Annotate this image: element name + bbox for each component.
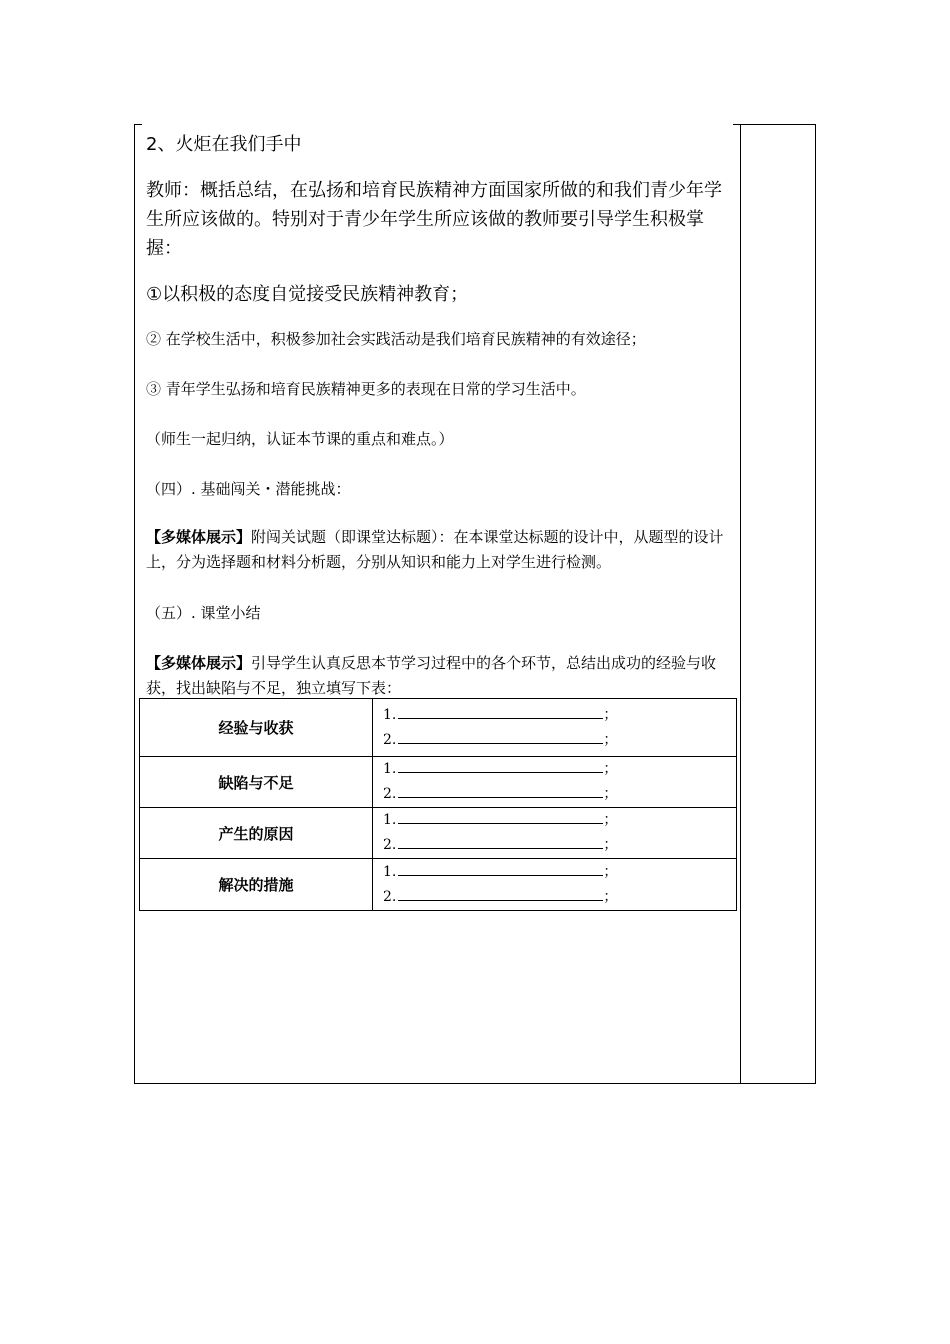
frame-bottom-border (134, 1083, 815, 1084)
fill-line: 1. ； (373, 860, 736, 885)
blank-field[interactable] (398, 809, 603, 824)
row-label: 缺陷与不足 (140, 757, 373, 808)
blank-field[interactable] (398, 704, 603, 719)
section-4-title: （四）. 基础闯关・潜能挑战： (146, 480, 351, 498)
reflection-table (139, 698, 737, 911)
point-2: ② 在学校生活中，积极参加社会实践活动是我们培育民族精神的有效途径； (146, 330, 646, 348)
frame-left-border (134, 124, 135, 1084)
multimedia-paragraph-2 (146, 651, 736, 701)
table-row (140, 859, 737, 911)
frame-corner-mark (134, 124, 142, 125)
summary-note: （师生一起归纳，认证本节课的重点和难点。） (146, 430, 454, 448)
table-row (140, 808, 737, 859)
point-3: ③ 青年学生弘扬和培育民族精神更多的表现在日常的学习生活中。 (146, 380, 586, 398)
fill-line: 1. ； (373, 808, 736, 833)
blank-field[interactable] (398, 758, 603, 773)
blank-field[interactable] (398, 861, 603, 876)
row-label: 解决的措施 (140, 859, 373, 911)
fill-line: 1. ； (373, 757, 736, 782)
blank-field[interactable] (398, 783, 603, 798)
section-5-title: （五）. 课堂小结 (146, 604, 261, 622)
fill-line: 2. ； (373, 728, 736, 753)
row-label: 产生的原因 (140, 808, 373, 859)
blank-field[interactable] (398, 729, 603, 744)
blank-field[interactable] (398, 834, 603, 849)
fill-line: 1. ； (373, 703, 736, 728)
table-row (140, 699, 737, 757)
fill-cell (373, 757, 737, 808)
blank-field[interactable] (398, 886, 603, 901)
section-title: 2、火炬在我们手中 (146, 134, 302, 155)
frame-corner-mark (733, 124, 741, 125)
fill-cell (373, 859, 737, 911)
fill-line: 2. ； (373, 833, 736, 858)
multimedia-text: 附闯关试题（即课堂达标题）：在本课堂达标题的设计中，从题型的设计上，分为选择题和材料分析题，分别从知识和能力上对学生进行检测。 (146, 528, 724, 571)
point-1: ①以积极的态度自觉接受民族精神教育； (146, 284, 469, 305)
frame-notes-column (740, 124, 816, 1084)
multimedia-label: 【多媒体展示】 (146, 528, 252, 546)
fill-cell (373, 808, 737, 859)
fill-cell (373, 699, 737, 757)
row-label: 经验与收获 (140, 699, 373, 757)
multimedia-paragraph-1 (146, 525, 736, 575)
table-row (140, 757, 737, 808)
fill-line: 2. ； (373, 782, 736, 807)
multimedia-label: 【多媒体展示】 (146, 654, 252, 672)
multimedia-text: 引导学生认真反思本节学习过程中的各个环节，总结出成功的经验与收获，找出缺陷与不足，独立填写下表： (146, 654, 717, 697)
teacher-paragraph: 教师：概括总结，在弘扬和培育民族精神方面国家所做的和我们青少年学生所应该做的。特别对于青少年学生所应该做的教师要引导学生积极掌握： (146, 180, 722, 259)
fill-line: 2. ； (373, 885, 736, 910)
